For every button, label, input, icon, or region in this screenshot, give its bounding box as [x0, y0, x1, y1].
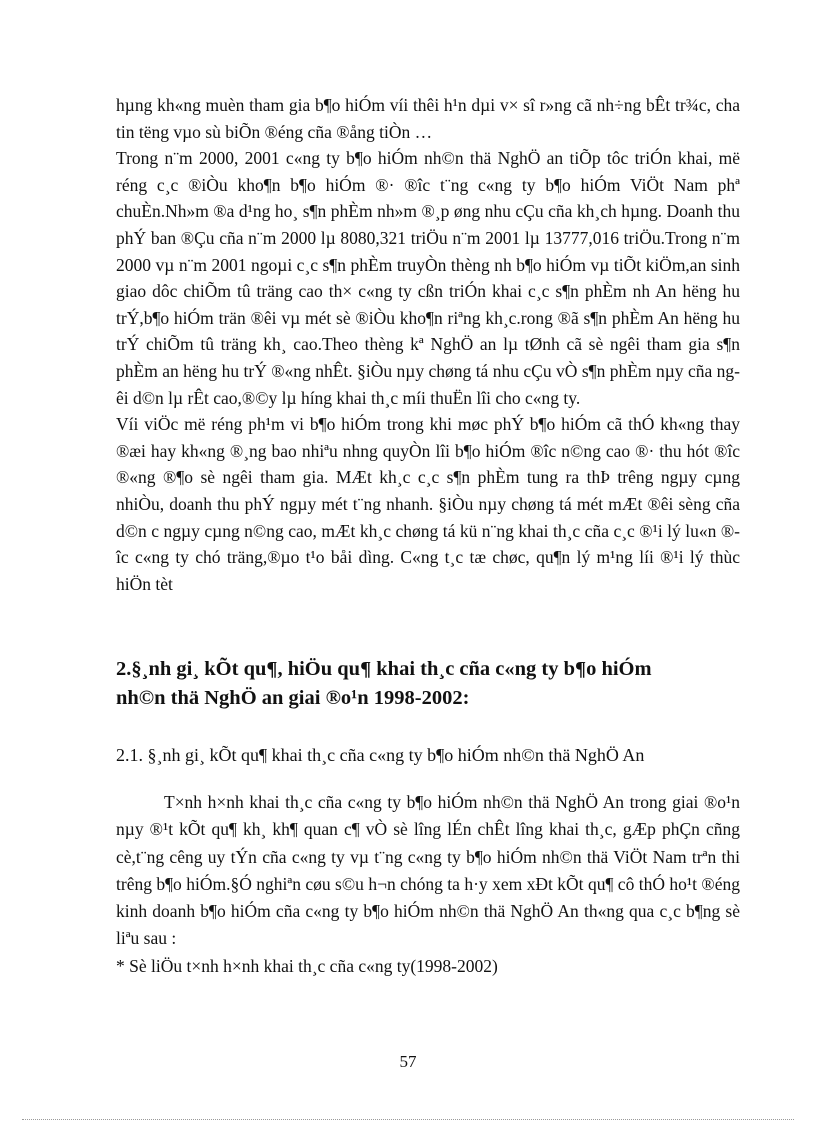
- table-caption: * Sè liÖu t×nh h×nh khai th¸c cña c«ng ty(1998-2002): [116, 955, 498, 976]
- paragraph-revenue: Trong n¨m 2000, 2001 c«ng ty b¶o hiÓm nh©n thä NghÖ an tiÕp tôc triÓn khai, më réng c¸c ®iÒu kho¶n b¶o hiÓm ®· ®îc t¨ng c«ng ty b¶o hiÓm ViÖt Nam phª chuÈn.Nh»m ®a d¹ng ho¸ s¶n phÈm nh»m ®¸p øng nhu cÇu cña kh¸ch hµng. Doanh thu phÝ ban ®Çu cña n¨m 2000 lµ 8080,321 triÖu n¨m 2001 lµ 13777,016 triÖu.Trong n¨m 2000 vµ n¨m 2001 ngoµi c¸c s¶n phÈm truyÒn thèng nh b¶o hiÓm vµ tiÕt kiÖm,an sinh giao dôc chiÕm tû träng cao th× c«ng ty cßn triÓn khai c¸c s¶n phÈm nh An hëng hu trÝ,b¶o hiÓm trän ®êi vµ mét sè ®iÒu kho¶n riªng kh¸c.rong ®ã s¶n phÈm An hëng hu trÝ chiÕm tû träng kh¸ cao.Theo thèng kª NghÖ an lµ tØnh cã sè ngêi tham gia s¶n phÈm an hëng hu trÝ ®«ng nhÊt. §iÒu nµy chøng tá nhu cÇu vÒ s¶n phÈm nµy cña ngêi d©n lµ rÊt cao,®©y lµ híng khai th¸c míi thuËn lîi cho c«ng ty.: [116, 148, 740, 408]
- paragraph-situation: T×nh h×nh khai th¸c cña c«ng ty b¶o hiÓm nh©n thä NghÖ An trong giai ®o¹n nµy ®¹t kÕt qu¶ kh¸ kh¶ quan c¶ vÒ sè lîng lÉn chÊt lîng khai th¸c, gÆp phÇn cñng cè,t¨ng cêng uy tÝn cña c«ng ty vµ t¨ng c«ng ty b¶o hiÓm nh©n thä ViÖt Nam trªn thi trêng b¶o hiÓm.§Ó nghiªn cøu s©u h¬n chóng ta h·y xem xÐt kÕt qu¶ cô thÓ ho¹t ®éng kinh doanh b¶o hiÓm cña c«ng ty b¶o hiÓm nh©n thä NghÖ An th«ng qua c¸c b¶ng sè liªu sau :: [116, 792, 740, 949]
- subsection-text: [116, 789, 740, 980]
- bottom-divider: [22, 1119, 794, 1120]
- subsection-heading: 2.1. §¸nh gi¸ kÕt qu¶ khai th¸c cña c«ng ty b¶o hiÓm nh©n thä NghÖ An: [116, 745, 645, 765]
- section-heading: [116, 655, 740, 713]
- paragraph-scope: Víi viÖc më réng ph¹m vi b¶o hiÓm trong khi møc phÝ b¶o hiÓm cã thÓ kh«ng thay ®æi hay kh«ng ®¸ng bao nhiªu nhng quyÒn lîi b¶o hiÓm ®îc n©ng cao ®· thu hót ®îc ®«ng ®¶o sè ngêi tham gia. MÆt kh¸c c¸c s¶n phÈm tung ra thÞ trêng ngµy cµng nhiÒu, doanh thu phÝ ngµy mét t¨ng nhanh. §iÒu nµy chøng tá mét mÆt ®êi sèng cña d©n c ngµy cµng n©ng cao, mÆt kh¸c chøng tá kü n¨ng khai th¸c cña c¸c ®¹i lý lu«n ®îc c«ng ty chó träng,®µo t¹o båi dìng. C«ng t¸c tæ chøc, qu¶n lý m¹ng líi ®¹i lý thùc hiÖn tèt: [116, 414, 740, 594]
- page-number: 57: [399, 1052, 417, 1071]
- body-text: [116, 92, 740, 597]
- section-heading-line-2: nh©n thä NghÖ an giai ®o¹n 1998-2002:: [116, 687, 470, 709]
- section-heading-line-1: 2.§¸nh gi¸ kÕt qu¶, hiÖu qu¶ khai th¸c cña c«ng ty b¶o hiÓm: [116, 658, 652, 680]
- paragraph-continuation: hµng kh«ng muèn tham gia b¶o hiÓm víi thêi h¹n dµi v× sî r»ng cã nh÷ng bÊt tr¾c, cha tin tëng vµo sù biÕn ®éng cña ®ång tiÒn …: [116, 95, 740, 142]
